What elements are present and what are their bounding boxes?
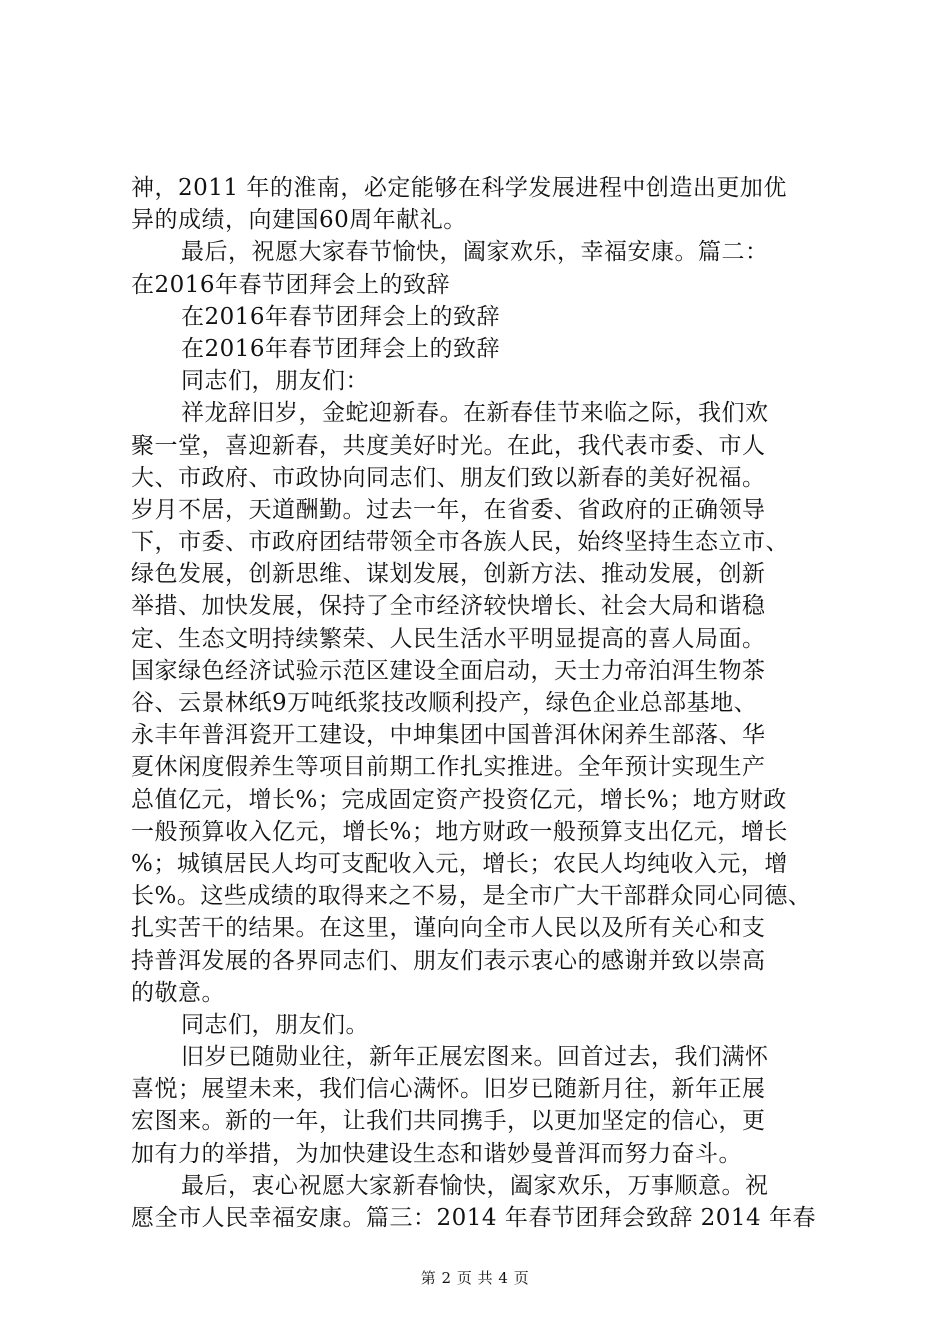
text-line: 神，2011 年的淮南，必定能够在科学发展进程中创造出更加优 bbox=[131, 175, 787, 201]
text-line: 绿色发展，创新思维、谋划发展，创新方法、推动发展，创新 bbox=[131, 561, 766, 588]
text-line: 定、生态文明持续繁荣、人民生活水平明显提高的喜人局面。 bbox=[131, 625, 766, 652]
text-line: 在2016年春节团拜会上的致辞 bbox=[131, 271, 451, 298]
text-line: 岁月不居，天道酬勤。过去一年，在省委、省政府的正确领导 bbox=[131, 496, 766, 523]
text-line: 永丰年普洱瓷开工建设，中坤集团中国普洱休闲养生部落、华 bbox=[131, 722, 766, 749]
text-line: 最后，祝愿大家春节愉快，阖家欢乐，幸福安康。篇二： bbox=[181, 239, 769, 266]
text-line: 在2016年春节团拜会上的致辞 bbox=[181, 335, 501, 362]
text-line: 同志们，朋友们： bbox=[181, 368, 369, 395]
text-line: 一般预算收入亿元，增长%；地方财政一般预算支出亿元，增长 bbox=[131, 818, 788, 845]
text-line: 夏休闲度假养生等项目前期工作扎实推进。全年预计实现生产 bbox=[131, 754, 766, 781]
text-line: 异的成绩，向建国60周年献礼。 bbox=[131, 207, 467, 234]
text-line: 谷、云景林纸9万吨纸浆技改顺利投产，绿色企业总部基地、 bbox=[131, 690, 758, 716]
text-line: 宏图来。新的一年，让我们共同携手，以更加坚定的信心，更 bbox=[131, 1108, 766, 1135]
text-line: 大、市政府、市政协向同志们、朋友们致以新春的美好祝福。 bbox=[131, 464, 766, 491]
page-footer: 第 2 页 共 4 页 bbox=[420, 1269, 530, 1287]
text-line: 扎实苦干的结果。在这里，谨向向全市人民以及所有关心和支 bbox=[131, 915, 766, 942]
text-line: 举措、加快发展，保持了全市经济较快增长、社会大局和谐稳 bbox=[131, 593, 766, 620]
text-line: 加有力的举措，为加快建设生态和谐妙曼普洱而努力奋斗。 bbox=[131, 1140, 742, 1167]
text-line: 喜悦；展望未来，我们信心满怀。旧岁已随新月往，新年正展 bbox=[131, 1076, 766, 1103]
text-line: 下，市委、市政府团结带领全市各族人民，始终坚持生态立市、 bbox=[131, 529, 789, 556]
text-line: 祥龙辞旧岁，金蛇迎新春。在新春佳节来临之际，我们欢 bbox=[181, 400, 769, 427]
document-body bbox=[131, 172, 831, 1234]
text-line: 同志们，朋友们。 bbox=[181, 1011, 369, 1038]
text-line: 长%。这些成绩的取得来之不易，是全市广大干部群众同心同德、 bbox=[131, 883, 812, 910]
text-line: 最后，衷心祝愿大家新春愉快，阖家欢乐，万事顺意。祝 bbox=[181, 1172, 769, 1199]
text-line: 愿全市人民幸福安康。篇三：2014 年春节团拜会致辞 2014 年春 bbox=[131, 1205, 816, 1231]
text-line: 旧岁已随勋业往，新年正展宏图来。回首过去，我们满怀 bbox=[181, 1044, 769, 1071]
text-line: 国家绿色经济试验示范区建设全面启动，天士力帝泊洱生物茶 bbox=[131, 657, 766, 684]
text-line: 总值亿元，增长%；完成固定资产投资亿元，增长%；地方财政 bbox=[131, 786, 787, 813]
text-line: %；城镇居民人均可支配收入元，增长；农民人均纯收入元，增 bbox=[131, 850, 788, 877]
text-line: 在2016年春节团拜会上的致辞 bbox=[181, 303, 501, 330]
text-line: 聚一堂，喜迎新春，共度美好时光。在此，我代表市委、市人 bbox=[131, 432, 766, 459]
text-line: 的敬意。 bbox=[131, 979, 225, 1006]
text-line: 持普洱发展的各界同志们、朋友们表示衷心的感谢并致以崇高 bbox=[131, 947, 766, 974]
